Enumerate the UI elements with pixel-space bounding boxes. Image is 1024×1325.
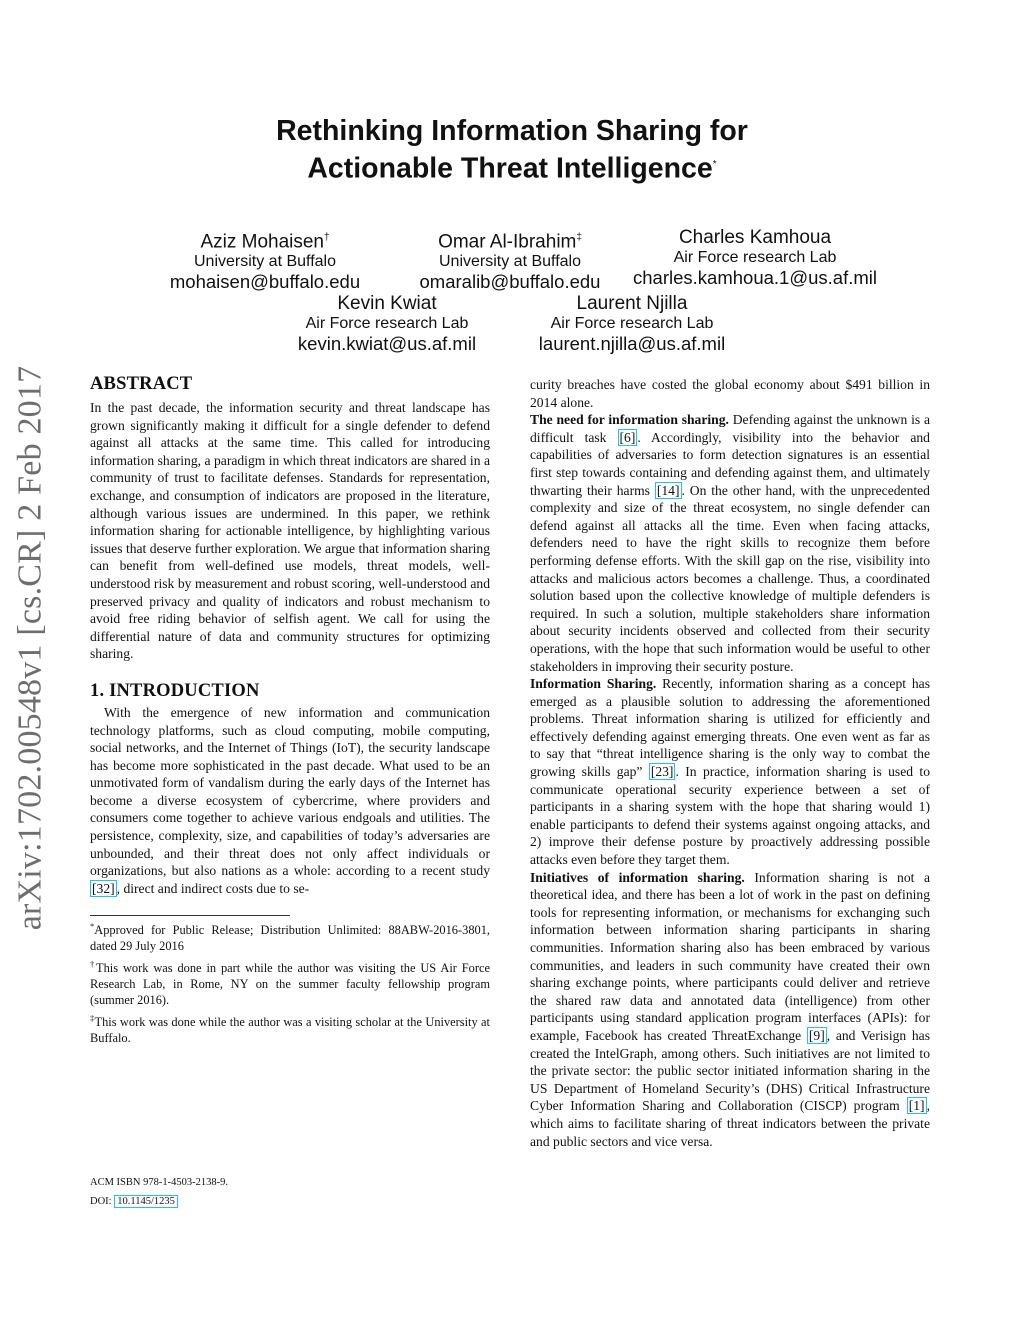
paragraph-heading: The need for information sharing.: [530, 412, 729, 428]
author-name: Kevin Kwiat: [337, 293, 437, 314]
information-sharing-paragraph: Information Sharing. Recently, information sharing as a concept has emerged as a plausible solution to addressing the aforementioned problems. Threat information sharing is utilized for efficiently and effectively defending against emerging threats. One even went as far as to say that “threat intelligence sharing is the only way to combat the growing skills gap” [23] . In practice, information sharing is used to communicate operational security experience between a set of participants in a sharing system with the hope that sharing would 1) enable participants to defend their systems against ongoing attacks, and 2) improve their defense posture by proactively addressing possible attacks even before they target them.: [530, 676, 931, 868]
author-block: [155, 227, 375, 293]
citation-link[interactable]: [14]: [656, 482, 680, 498]
isbn: ACM ISBN 978-1-4503-2138-9.: [90, 1177, 228, 1188]
footnote: ‡This work was done while the author was a visiting scholar at the University at Buffalo.: [90, 1013, 491, 1045]
introduction-heading: 1. INTRODUCTION: [90, 680, 260, 701]
author-block: [522, 293, 742, 355]
introduction-paragraph: With the emergence of new information and communication technology platforms, such as cloud computing, mobile computing, social networks, and the Internet of Things (IoT), the security landscape has become more sophisticated in the past decade. What used to be an unmotivated form of vandalism during the early days of the Internet has become a diverse ecosystem of cybercrime, where providers and consumers come together to achieve various endgoals and utilities. The persistence, complexity, size, and capabilities of today’s adversaries are unbounded, and their threat does not only affect individuals or organizations, but also nations as a whole: according to a recent study [32] , direct and indirect costs due to se-: [90, 704, 490, 896]
title-footnote-mark: *: [712, 159, 717, 170]
title-line-1: Rethinking Information Sharing for: [276, 115, 748, 147]
footnote: †This work was done in part while the author was visiting the US Air Force Research Lab, in Rome, NY on the summer faculty fellowship program (summer 2016).: [90, 959, 491, 1007]
left-column: [90, 372, 490, 897]
right-column: [530, 376, 930, 1150]
author-email: omaralib@buffalo.edu: [419, 271, 601, 293]
citation-link[interactable]: [9]: [808, 1027, 825, 1043]
abstract-heading: ABSTRACT: [90, 374, 193, 394]
author-email: mohaisen@buffalo.edu: [169, 271, 361, 293]
abstract-text: In the past decade, the information security and threat landscape has grown significantly making it difficult for a single defender to defend against all attacks at the same time. This called for introducing information sharing, a paradigm in which threat indicators are shared in a community of trust to facilitate defenses. Standards for representation, exchange, and consumption of indicators are proposed in the literature, although various issues are undermined. In this paper, we rethink information sharing for actionable intelligence, by highlighting various issues that deserve further exploration. We argue that information sharing can benefit from well-defined use models, threat models, well-understood risk by measurement and robust scoring, well-understood and preserved privacy and quality of indicators and robust mechanism to avoid free riding behavior of selfish agent. We call for using the differential nature of data and community structures for optimizing sharing.: [90, 400, 490, 662]
author-affiliation: Air Force research Lab: [550, 315, 714, 332]
author-block: [400, 227, 620, 293]
author-name: Aziz Mohaisen†: [200, 231, 330, 253]
author-block: [630, 227, 880, 289]
continued-paragraph: curity breaches have costed the global economy about $491 billion in 2014 alone.: [530, 377, 930, 410]
author-name: Laurent Njilla: [576, 293, 688, 314]
author-email: charles.kamhoua.1@us.af.mil: [633, 267, 877, 288]
footnotes: [90, 919, 490, 1050]
author-name: Charles Kamhoua: [678, 227, 832, 248]
paper-title: [0, 114, 1024, 186]
arxiv-stamp: [8, 365, 52, 931]
publication-info: [90, 1173, 228, 1211]
initiatives-paragraph: Initiatives of information sharing. Information sharing is not a theoretical idea, and there has been a lot of work in the past on defining tools for representing information, or mechanisms for exchanging such information between information sharing participants in sharing communities. Information sharing also has been embraced by various communities, and leaders in such community have created their own sharing exchange points, where participants could deliver and retrieve the shared raw data and annotated data (intelligence) from other participants using standard application program interfaces (APIs): for example, Facebook has created ThreatExchange [9] , and Verisign has created the IntelGraph, among others. Such initiatives are not limited to the private sector: the public sector initiated information sharing in the US Department of Homeland Security’s (DHS) Critical Infrastructure Cyber Information Sharing and Collaboration (CISCP) program [1] , which aims to facilitate sharing of threat indicators between the private and public sectors and vice versa.: [530, 869, 930, 1149]
author-affiliation: Air Force research Lab: [305, 315, 469, 332]
author-block: [282, 293, 492, 355]
citation-link[interactable]: [32]: [92, 880, 115, 896]
author-affiliation: Air Force research Lab: [673, 249, 837, 266]
title-line-2: Actionable Threat Intelligence*: [307, 152, 717, 185]
need-for-sharing-paragraph: The need for information sharing. Defending against the unknown is a difficult task [6] . Accordingly, visibility into the behavior and capabilities of adversaries to form detection signatures is an essential first step towards containing and defending against them, and ultimately thwarting their harms [14] . On the other hand, with the unprecedented complexity and size of the threat ecosystem, no single defender can defend against all attacks all the time. Even when facing attacks, defenders need to have the right skills to recognize them before performing defense efforts. With the skill gap on the rise, visibility into attacks and malicious actors becomes a challenge. Thus, a coordinated solution based upon the collective knowledge of multiple defenders is required. In such a solution, multiple stakeholders share information about security incidents observed and collected from their security operations, with the hope that such information would be useful to other stakeholders in improving their security posture.: [530, 412, 931, 674]
citation-link[interactable]: [6]: [619, 429, 636, 445]
footnote-divider: [90, 915, 290, 916]
author-email: kevin.kwiat@us.af.mil: [297, 333, 477, 354]
author-name: Omar Al-Ibrahim‡: [438, 231, 582, 253]
paragraph-heading: Initiatives of information sharing.: [530, 869, 745, 885]
author-affiliation: University at Buffalo: [439, 253, 581, 271]
author-email: laurent.njilla@us.af.mil: [538, 333, 726, 354]
citation-link[interactable]: [23]: [650, 764, 674, 780]
footnote: *Approved for Public Release; Distribution Unlimited: 88ABW-2016-3801, dated 29 July 2016: [90, 921, 490, 953]
paragraph-heading: Information Sharing.: [530, 676, 657, 692]
doi-link[interactable]: 10.1145/1235: [114, 1195, 178, 1208]
citation-link[interactable]: [1]: [908, 1098, 925, 1114]
doi: DOI: 10.1145/1235: [90, 1192, 228, 1211]
author-affiliation: University at Buffalo: [194, 253, 336, 271]
arxiv-identifier: arXiv:1702.00548v1 [cs.CR] 2 Feb 2017: [11, 365, 48, 931]
